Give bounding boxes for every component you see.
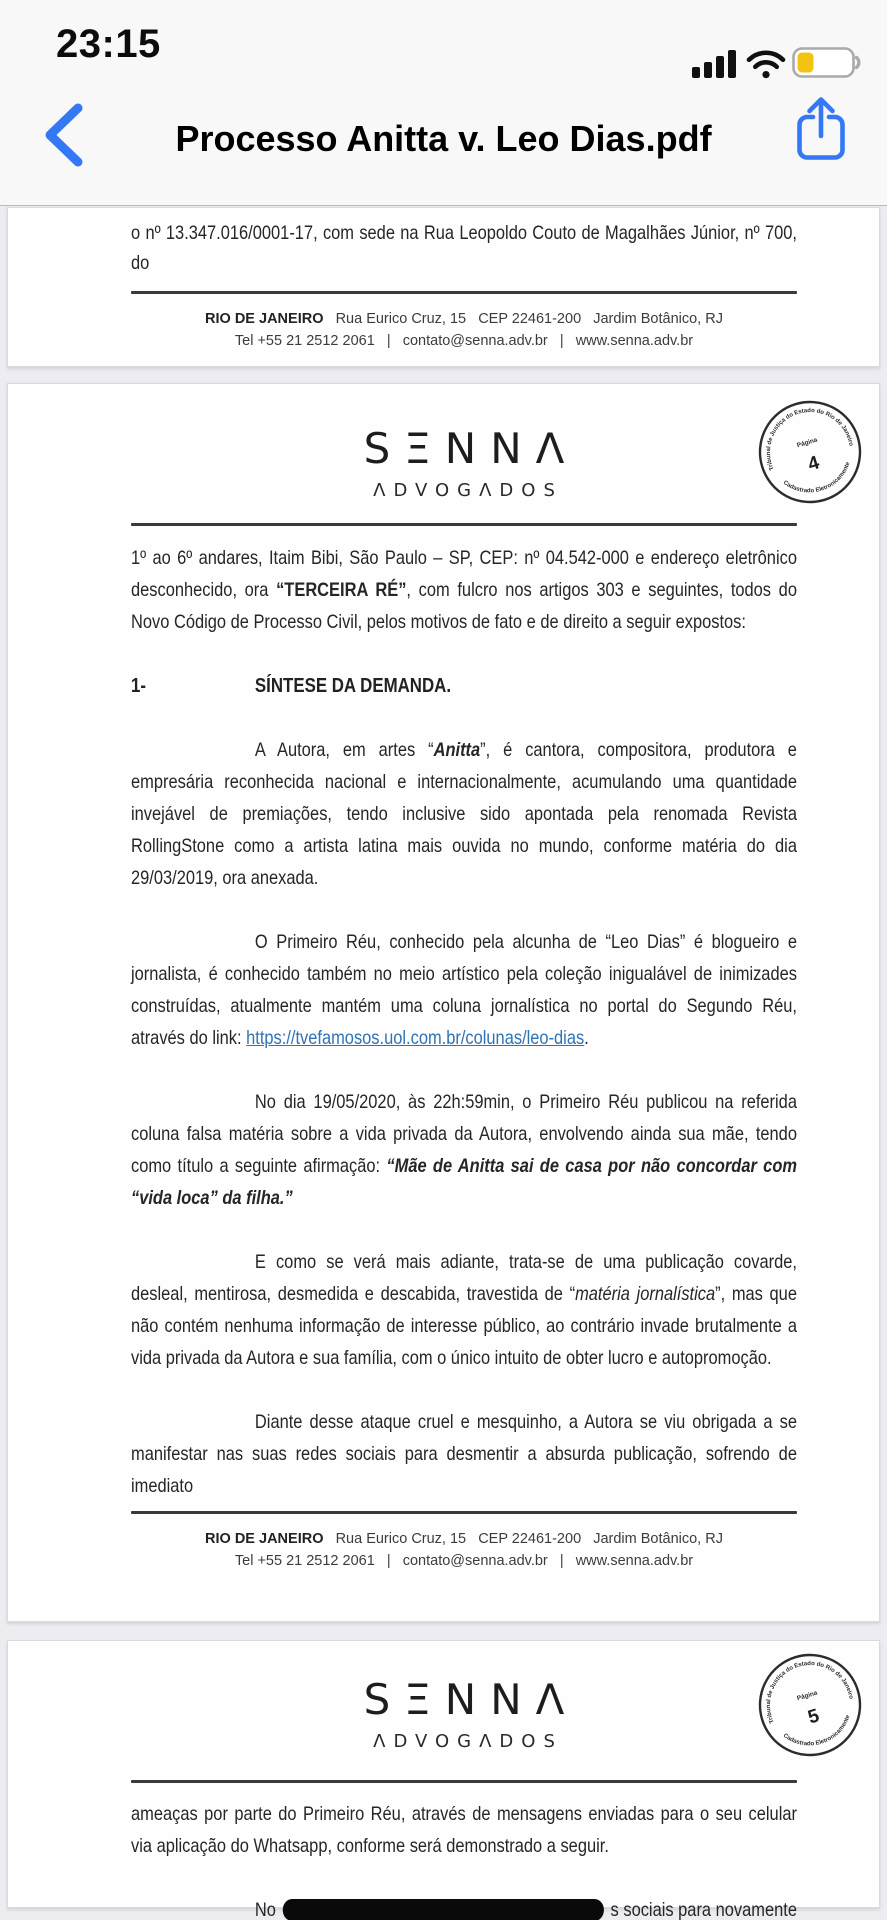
svg-text:Cadastrado Eletronicamente: Cadastrado Eletronicamente — [781, 461, 852, 495]
paragraph — [131, 1406, 797, 1502]
section-heading — [131, 670, 797, 702]
svg-text:Cadastrado Eletronicamente: Cadastrado Eletronicamente — [781, 1714, 852, 1748]
redaction-bar — [283, 1899, 604, 1920]
text-segment: No dia 19/05/2020, às 22h:59min, o Primeiro Réu publicou na referida coluna falsa matéria sobre a vida privada da Autora, envolvendo ainda sua mãe, tendo como título a seguinte afirmação: — [131, 1091, 797, 1177]
body-text-line: o nº 13.347.016/0001-17, com sede na Rua Leopoldo Couto de Magalhães Júnior, nº 700, do — [131, 222, 797, 274]
text-segment: “TERCEIRA RÉ” — [276, 579, 407, 601]
share-button[interactable] — [796, 96, 846, 162]
text-segment: “Mãe de Anitta sai de casa por não concordar com “vida loca” da filha.” — [131, 1155, 797, 1209]
redaction-text-after: s sociais para novamente — [610, 1899, 797, 1920]
stamp-label: Página — [796, 436, 819, 450]
text-segment: . — [584, 1027, 589, 1049]
footer-address: Rua Eurico Cruz, 15 CEP 22461-200 Jardim Botânico, RJ — [335, 1530, 723, 1547]
redaction-text-before: No — [254, 1899, 276, 1920]
svg-text:Tribunal de Justiça do Estado: Tribunal de Justiça do Estado do Rio de Janeiro — [765, 408, 854, 471]
letterhead-footer — [131, 1511, 797, 1572]
wifi-icon — [746, 50, 786, 79]
letterhead — [8, 1641, 879, 1783]
text-segment: Diante desse ataque cruel e mesquinho, a Autora se viu obrigada a se manifestar nas suas redes sociais para desmentir a absurda publicação, sofrendo de imediato — [131, 1411, 797, 1497]
cellular-signal-icon — [692, 50, 738, 78]
text-segment: matéria jornalística — [575, 1283, 716, 1305]
text-segment: Anitta — [433, 739, 481, 761]
stamp-page-number: 4 — [805, 452, 822, 476]
header-divider — [131, 523, 797, 526]
pdf-page-3-fragment — [7, 207, 880, 367]
text-segment: ”, mas que não contém nenhuma informação de interesse público, ao contrário invade brutalmente a vida privada da Autora e sua família, com o único intuito de obter lucro e autopromoção. — [131, 1283, 797, 1369]
text-segment: , com fulcro nos artigos 303 e seguintes, todos do Novo Código de Processo Civil, pelos motivos de fato e de direito a seguir expostos: — [131, 579, 797, 633]
text-segment: A Autora, em artes “ — [254, 739, 434, 761]
header-divider — [131, 1780, 797, 1783]
stamp-label: Página — [796, 1689, 819, 1703]
footer-divider — [131, 291, 797, 294]
status-time: 23:15 — [56, 22, 161, 66]
footer-contacts-line: Tel +55 21 2512 2061 | contato@senna.adv.br | www.senna.adv.br — [234, 332, 694, 349]
footer-address-line — [131, 1528, 797, 1550]
letterhead — [8, 384, 879, 526]
battery-icon — [792, 47, 862, 78]
senna-logo-subtitle: ΛDVOGΛDOS — [373, 480, 563, 501]
paragraph: ameaças por parte do Primeiro Réu, através de mensagens enviadas para o seu celular via aplicação do Whatsapp, conforme será demonstrado a seguir. — [131, 1803, 797, 1857]
letterhead-footer — [131, 308, 797, 352]
footer-contacts-line: Tel +55 21 2512 2061 | contato@senna.adv.br | www.senna.adv.br — [234, 1552, 694, 1569]
footer-address-line — [131, 308, 797, 330]
footer-divider — [131, 1511, 797, 1514]
paragraph — [131, 734, 797, 894]
footer-city: RIO DE JANEIRO — [205, 310, 324, 327]
top-chrome — [0, 0, 887, 206]
footer-address: Rua Eurico Cruz, 15 CEP 22461-200 Jardim Botânico, RJ — [335, 310, 723, 327]
paragraph — [131, 926, 797, 1054]
text-segment: E como se verá mais adiante, trata-se de uma publicação covarde, desleal, mentirosa, desmedida e descabida, travestida de “ — [131, 1251, 797, 1305]
text-segment: 1º ao 6º andares, Itaim Bibi, São Paulo – SP, CEP: nº 04.542-000 e endereço eletrônico desconhecido, ora — [131, 547, 797, 601]
senna-logo-subtitle: ΛDVOGΛDOS — [373, 1731, 563, 1752]
pdf-page-5 — [7, 1640, 880, 1920]
svg-text:Tribunal de Justiça do Estado: Tribunal de Justiça do Estado do Rio de Janeiro — [765, 1661, 854, 1724]
text-segment: O Primeiro Réu, conhecido pela alcunha de “Leo Dias” é blogueiro e jornalista, é conhecido também no meio artístico pela coleção inigualável de inimizades construídas, atualmente mantém uma coluna jornalística no portal do Segundo Réu, através do link: — [131, 931, 797, 1049]
senna-logo: SΞNNΛ — [363, 1675, 579, 1724]
stamp-page-number: 5 — [805, 1705, 822, 1729]
document-link[interactable]: https://tvefamosos.uol.com.br/colunas/leo-dias — [246, 1027, 585, 1049]
pdf-scroll-area[interactable] — [0, 207, 887, 1920]
paragraph — [131, 1086, 797, 1214]
footer-city: RIO DE JANEIRO — [205, 1530, 324, 1547]
senna-logo: SΞNNΛ — [363, 424, 579, 473]
paragraph — [131, 542, 797, 638]
paragraph — [131, 1246, 797, 1374]
court-page-stamp — [750, 392, 870, 512]
court-page-stamp — [750, 1645, 870, 1765]
text-segment: ”, é cantora, compositora, produtora e empresária reconhecida nacional e internacionalmente, acumulando uma quantidade invejável de premiações, tendo inclusive sido apontada pela renomada Revista RollingStone como a artista latina mais ouvida no mundo, conforme matéria do dia 29/03/2019, ora anexada. — [131, 739, 797, 889]
paragraph-with-redaction — [131, 1894, 797, 1920]
document-title: Processo Anitta v. Leo Dias.pdf — [175, 118, 712, 159]
pdf-page-4 — [7, 383, 880, 1622]
section-title: SÍNTESE DA DEMANDA. — [254, 675, 452, 697]
section-number: 1- — [131, 675, 147, 697]
